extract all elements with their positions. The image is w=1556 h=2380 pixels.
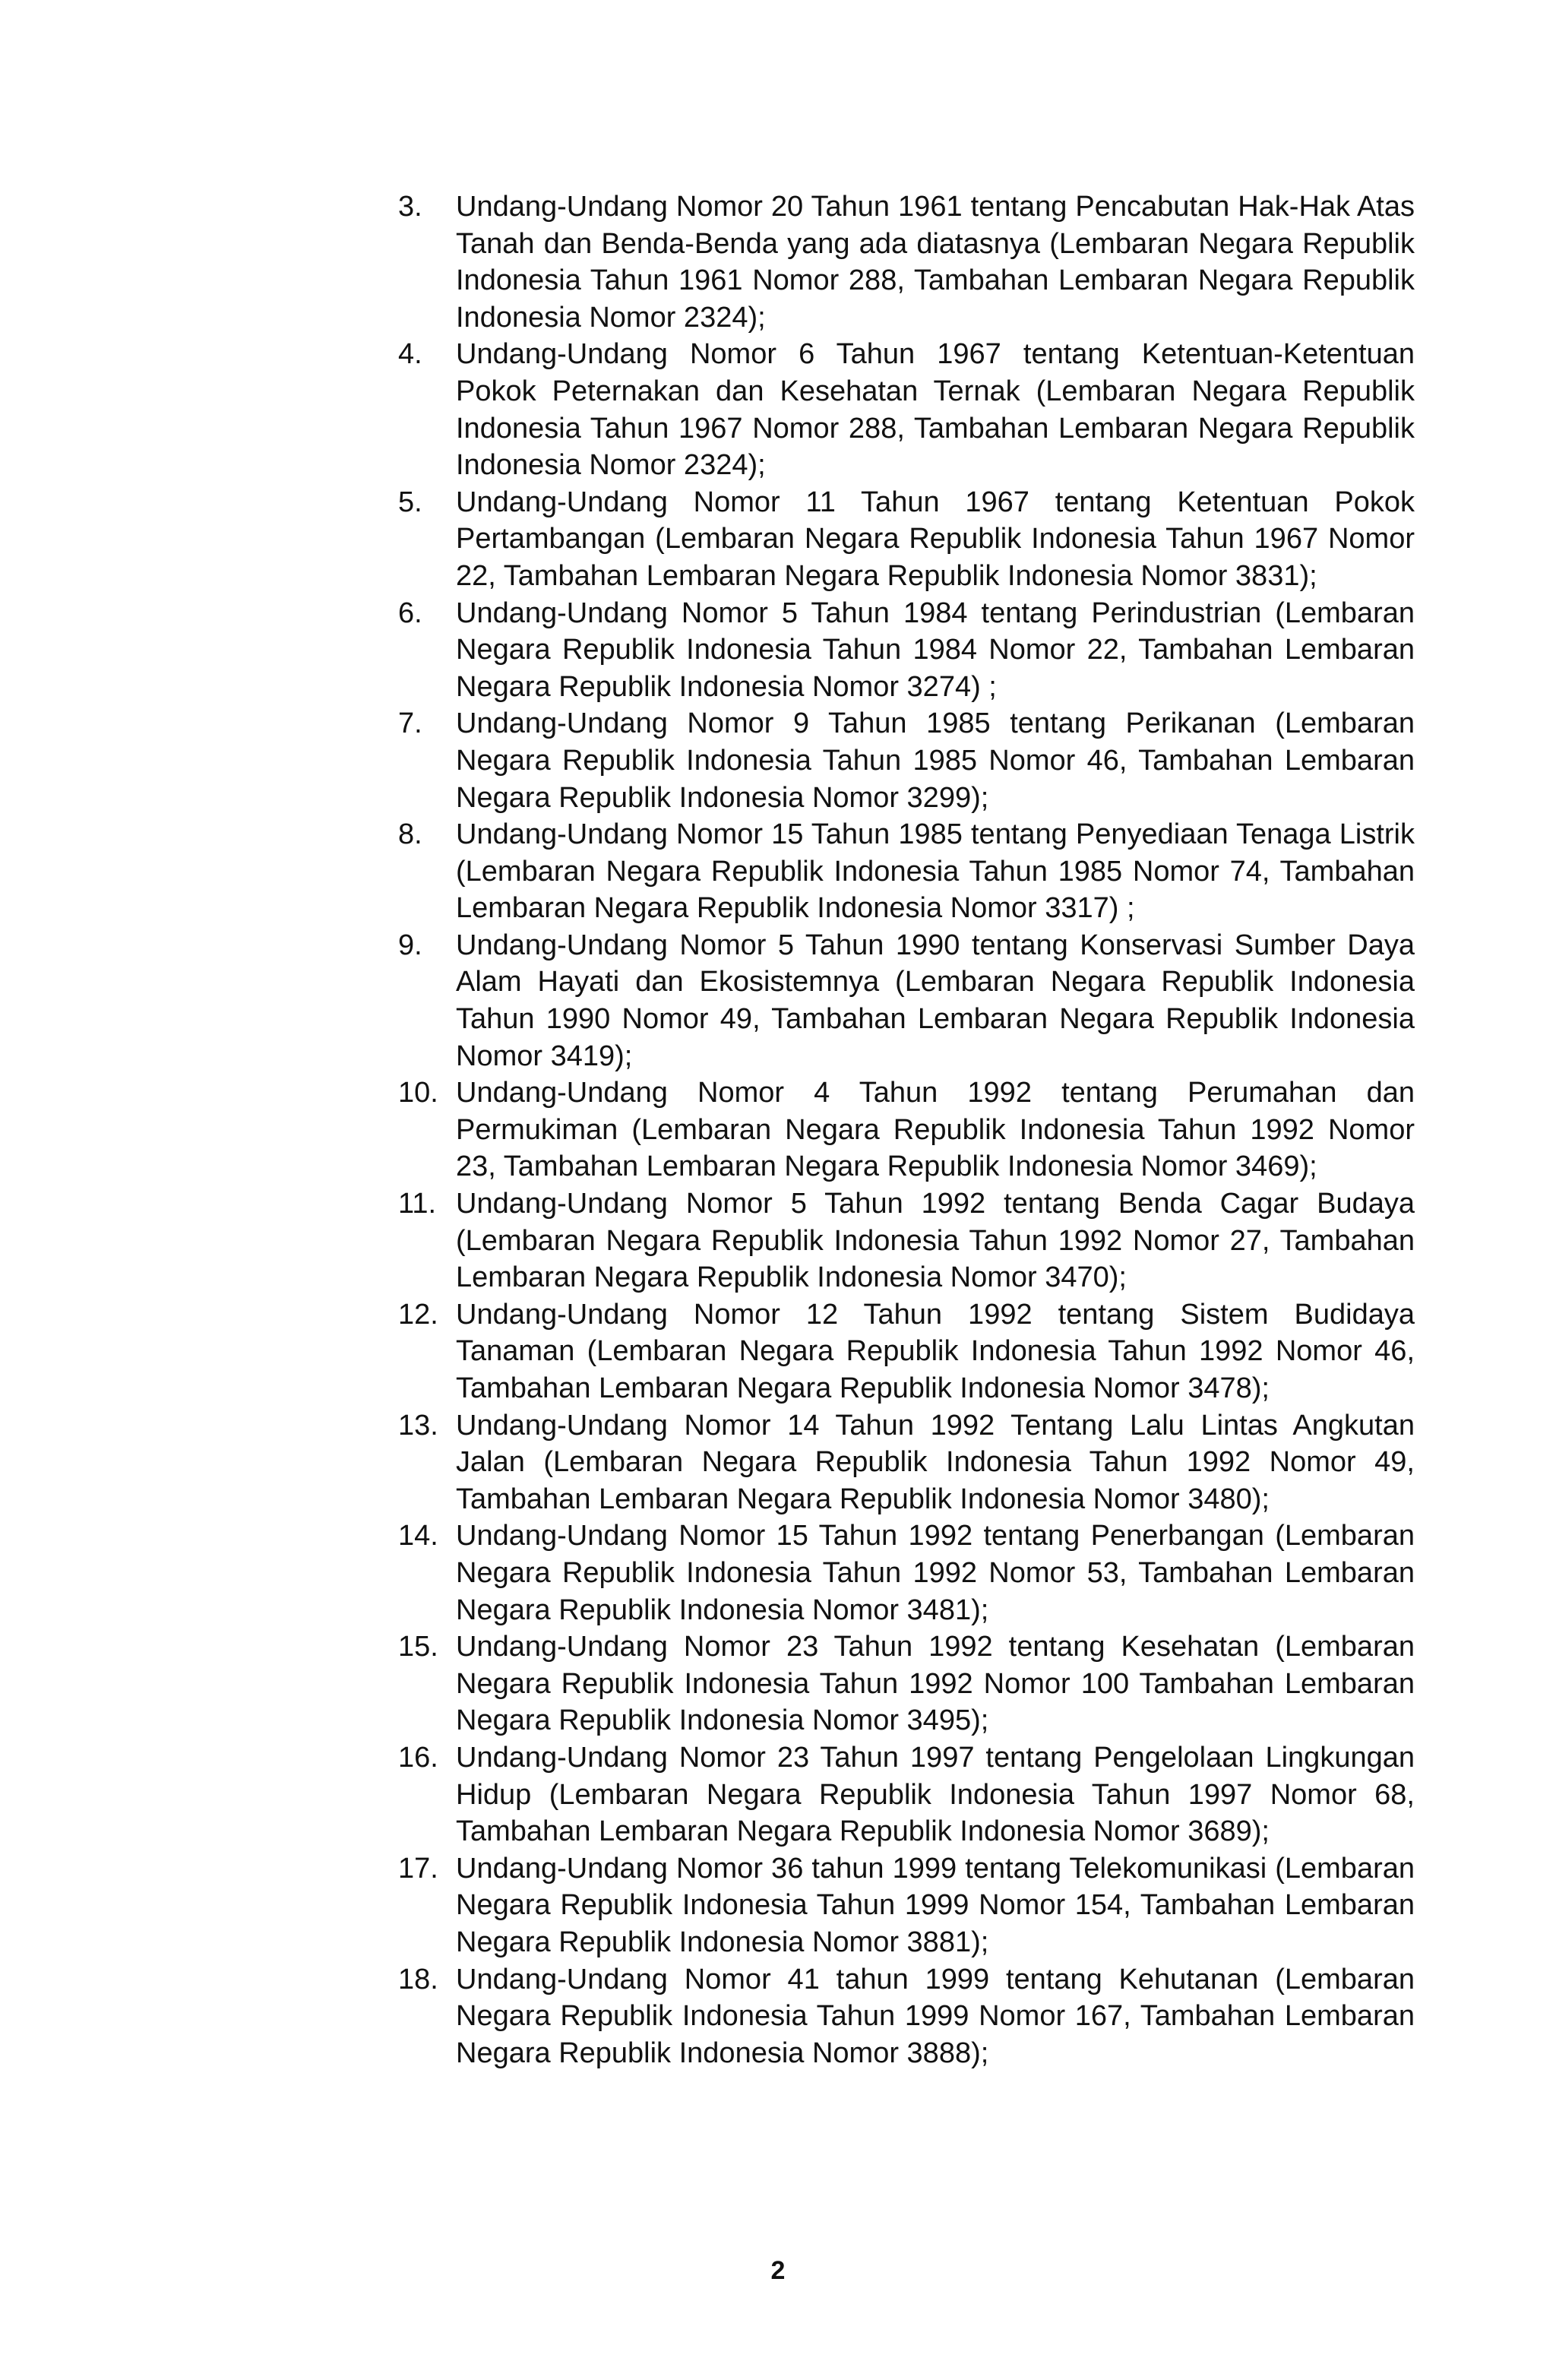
item-number: 14. (398, 1520, 438, 1552)
item-number: 3. (398, 191, 422, 223)
legal-basis-list (398, 188, 1415, 2071)
item-text: Undang-Undang Nomor 15 Tahun 1992 tentang Penerbangan (Lembaran Negara Republik Indonesia Tahun 1992 Nomor 53, Tambahan Lembaran Negara Republik Indonesia Nomor 3481); (456, 1520, 1415, 1626)
item-text: Undang-Undang Nomor 11 Tahun 1967 tentang Ketentuan Pokok Pertambangan (Lembaran Negara Republik Indonesia Tahun 1967 Nomor 22, Tambahan Lembaran Negara Republik Indonesia Nomor 3831); (456, 486, 1415, 592)
item-text: Undang-Undang Nomor 6 Tahun 1967 tentang Ketentuan-Ketentuan Pokok Peternakan dan Kesehatan Ternak (Lembaran Negara Republik Indonesia Tahun 1967 Nomor 288, Tambahan Lembaran Negara Republik Indonesia Nomor 2324); (456, 338, 1415, 482)
item-number: 9. (398, 929, 422, 961)
item-text: Undang-Undang Nomor 15 Tahun 1985 tentang Penyediaan Tenaga Listrik (Lembaran Negara Republik Indonesia Tahun 1985 Nomor 74, Tambahan Lembaran Negara Republik Indonesia Nomor 3317) ; (456, 818, 1415, 925)
item-text: Undang-Undang Nomor 23 Tahun 1997 tentang Pengelolaan Lingkungan Hidup (Lembaran Negara Republik Indonesia Tahun 1997 Nomor 68, Tambahan Lembaran Negara Republik Indonesia Nomor 3689); (456, 1741, 1415, 1848)
item-text: Undang-Undang Nomor 4 Tahun 1992 tentang Perumahan dan Permukiman (Lembaran Negara Republik Indonesia Tahun 1992 Nomor 23, Tambahan Lembaran Negara Republik Indonesia Nomor 3469); (456, 1077, 1415, 1183)
item-number: 10. (398, 1077, 438, 1109)
item-number: 15. (398, 1631, 438, 1663)
list-item (398, 927, 1415, 1074)
list-item (398, 1739, 1415, 1850)
item-number: 8. (398, 818, 422, 851)
list-item (398, 1407, 1415, 1518)
item-number: 18. (398, 1963, 438, 1995)
item-text: Undang-Undang Nomor 20 Tahun 1961 tentang Pencabutan Hak-Hak Atas Tanah dan Benda-Benda yang ada diatasnya (Lembaran Negara Republik Indonesia Tahun 1961 Nomor 288, Tambahan Lembaran Negara Republik Indonesia Nomor 2324); (456, 191, 1415, 334)
item-number: 7. (398, 707, 422, 740)
item-text: Undang-Undang Nomor 23 Tahun 1992 tentang Kesehatan (Lembaran Negara Republik Indonesia Tahun 1992 Nomor 100 Tambahan Lembaran Negara Republik Indonesia Nomor 3495); (456, 1631, 1415, 1737)
item-text: Undang-Undang Nomor 5 Tahun 1984 tentang Perindustrian (Lembaran Negara Republik Indonesia Tahun 1984 Nomor 22, Tambahan Lembaran Negara Republik Indonesia Nomor 3274) ; (456, 597, 1415, 703)
list-item (398, 1961, 1415, 2072)
item-number: 5. (398, 486, 422, 518)
item-text: Undang-Undang Nomor 41 tahun 1999 tentang Kehutanan (Lembaran Negara Republik Indonesia Tahun 1999 Nomor 167, Tambahan Lembaran Negara Republik Indonesia Nomor 3888); (456, 1963, 1415, 2069)
list-item (398, 1518, 1415, 1628)
list-item (398, 484, 1415, 595)
list-item (398, 1074, 1415, 1185)
item-text: Undang-Undang Nomor 5 Tahun 1992 tentang Benda Cagar Budaya (Lembaran Negara Republik Indonesia Tahun 1992 Nomor 27, Tambahan Lembaran Negara Republik Indonesia Nomor 3470); (456, 1188, 1415, 1294)
item-number: 16. (398, 1741, 438, 1774)
list-item (398, 595, 1415, 706)
item-number: 6. (398, 597, 422, 629)
list-item (398, 1185, 1415, 1296)
item-text: Undang-Undang Nomor 12 Tahun 1992 tentang Sistem Budidaya Tanaman (Lembaran Negara Republik Indonesia Tahun 1992 Nomor 46, Tambahan Lembaran Negara Republik Indonesia Nomor 3478); (456, 1298, 1415, 1404)
list-item (398, 816, 1415, 927)
page-number: 2 (770, 2256, 786, 2285)
item-number: 11. (398, 1188, 437, 1220)
list-item (398, 188, 1415, 336)
item-text: Undang-Undang Nomor 5 Tahun 1990 tentang Konservasi Sumber Daya Alam Hayati dan Ekosistemnya (Lembaran Negara Republik Indonesia Tahun 1990 Nomor 49, Tambahan Lembaran Negara Republik Indonesia Nomor 3419); (456, 929, 1415, 1072)
item-number: 12. (398, 1298, 438, 1331)
item-number: 17. (398, 1852, 438, 1885)
list-item (398, 705, 1415, 816)
list-item (398, 336, 1415, 483)
item-text: Undang-Undang Nomor 14 Tahun 1992 Tentang Lalu Lintas Angkutan Jalan (Lembaran Negara Republik Indonesia Tahun 1992 Nomor 49, Tambahan Lembaran Negara Republik Indonesia Nomor 3480); (456, 1409, 1415, 1515)
item-number: 4. (398, 338, 422, 371)
item-text: Undang-Undang Nomor 9 Tahun 1985 tentang Perikanan (Lembaran Negara Republik Indonesia Tahun 1985 Nomor 46, Tambahan Lembaran Negara Republik Indonesia Nomor 3299); (456, 707, 1415, 814)
list-item (398, 1296, 1415, 1407)
item-text: Undang-Undang Nomor 36 tahun 1999 tentang Telekomunikasi (Lembaran Negara Republik Indonesia Tahun 1999 Nomor 154, Tambahan Lembaran Negara Republik Indonesia Nomor 3881); (456, 1852, 1415, 1958)
list-item (398, 1628, 1415, 1739)
item-number: 13. (398, 1409, 438, 1442)
list-item (398, 1850, 1415, 1961)
